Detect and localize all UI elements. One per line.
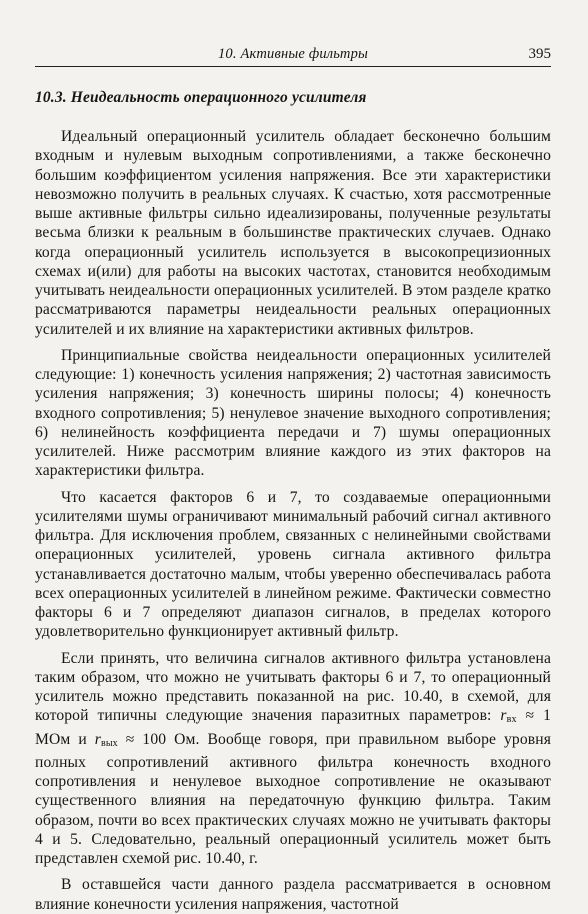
section-heading: 10.3. Неидеальность операционного усилителя	[35, 89, 367, 106]
page-number: 395	[528, 46, 551, 62]
body-text	[35, 127, 551, 914]
book-page	[35, 40, 551, 914]
paragraph-nonideal-properties: Принципиальные свойства неидеальности операционных усилителей следующие: 1) конечность усиления напряжения; 2) частотная зависимость усиления напряжения; 3) конечность ширины полосы; 4) конечность входного сопротивления; 5) ненулевое значение выходного сопротивления; 6) нелинейность коэффициента передачи и 7) шумы операционных усилителей. Ниже рассмотрим влияние каждого из этих факторов на характеристики фильтра.	[35, 346, 551, 480]
output-resistance-symbol: r	[94, 730, 101, 748]
input-resistance-subscript: вх	[506, 714, 517, 726]
input-resistance-symbol: r	[500, 707, 507, 725]
paragraph-remaining-section: В оставшейся части данного раздела рассматривается в основном влияние конечности усиления напряжения, частотной	[35, 876, 551, 913]
paragraph-noise-nonlinearity: Что касается факторов 6 и 7, то создаваемые операционными усилителями шумы ограничивают минимальный рабочий сигнал активного фильтра. Для исключения проблем, связанных с нелинейными свойствами операционных усилителей, уровень сигнала активного фильтра устанавливается достаточно малым, чтобы уверенно обеспечивалась работа всех операционных усилителей в линейном режиме. Фактически совместно факторы 6 и 7 определяют диапазон сигналов, в пределах которого удовлетворительно функционирует активный фильтр.	[35, 488, 551, 641]
running-title: 10. Активные фильтры	[217, 46, 369, 62]
output-resistance-value: ≈ 100 Ом.	[117, 730, 208, 748]
input-resistance-value: ≈ 1 МОм и	[35, 707, 552, 748]
paragraph-text-part: Вообще говоря, при правильном выборе уровня полных сопротивлений активного фильтра конечность входного сопротивления и ненулевое выходное сопротивление не оказывают существенного влияния на передаточную функцию фильтра. Таким образом, почти во всех практических случаях можно не учитывать факторы 4 и 5. Следовательно, реальный операционный усилитель может быть представлен схемой рис. 10.40, г.	[35, 730, 551, 867]
running-header	[35, 40, 551, 67]
paragraph-text-part: Если принять, что величина сигналов активного фильтра установлена таким образом, что можно не учитывать факторы 6 и 7, то операционный усилитель можно представить показанной на рис. 10.40, в схемой, для которой типичны следующие значения паразитных параметров:	[35, 649, 551, 725]
output-resistance-subscript: вых	[100, 737, 118, 749]
paragraph-parasitic-parameters	[35, 649, 551, 869]
paragraph-intro: Идеальный операционный усилитель обладает бесконечно большим входным и нулевым выходным сопротивлениями, а также бесконечно большим коэффициентом усиления напряжения. Все эти характеристики невозможно получить в реальных случаях. К счастью, хотя рассмотренные выше активные фильтры сильно идеализированы, полученные результаты весьма близки к реальным в большинстве практических случаев. Однако когда операционный усилитель используется в высокопрецизионных схемах и(или) для работы на высоких частотах, становится необходимым учитывать неидеальности операционных усилителей. В этом разделе кратко рассматриваются параметры неидеальности реальных операционных усилителей и их влияние на характеристики активных фильтров.	[35, 128, 551, 338]
